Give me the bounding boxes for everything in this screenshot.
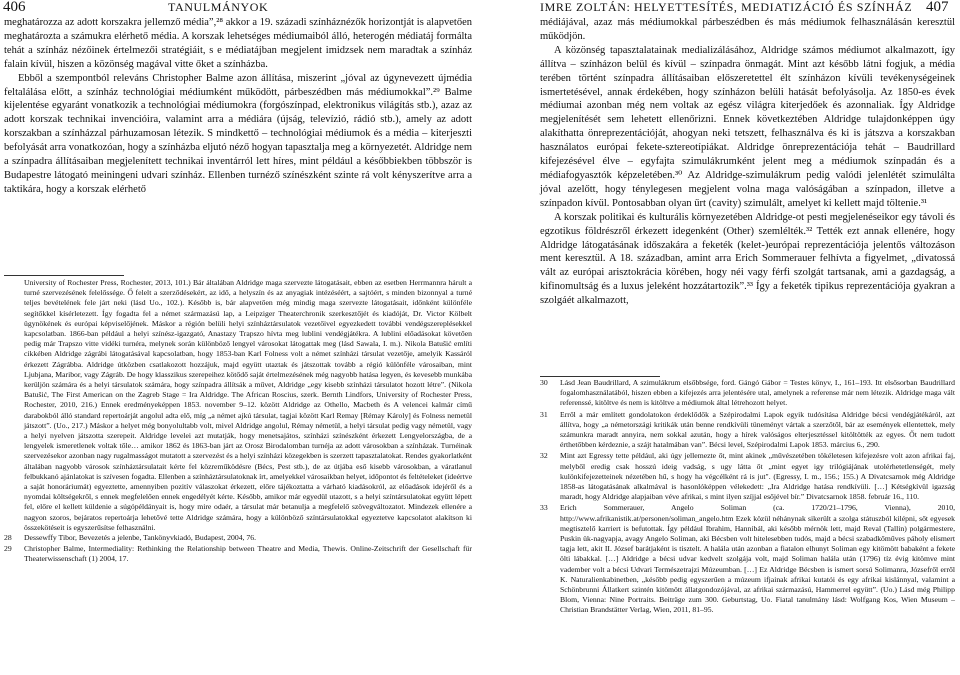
footnote-rule-left bbox=[4, 275, 124, 276]
page-number-left: 406 bbox=[3, 0, 26, 15]
footnote-30 bbox=[540, 378, 955, 409]
footnote-28 bbox=[4, 533, 472, 543]
footnote-text: Dessewffy Tibor, Bevezetés a jelenbe, Tankönyvkiadó, Budapest, 2004, 76. bbox=[24, 533, 257, 543]
left-paragraph-1: meghatározza az adott korszakra jellemző média”,²⁸ akkor a 19. századi színháznézők horizontját is alapvetően meghatározta a számukra elérhető média. A korszak lehetséges médiumaiból álló, heterogén médiatáj formálta tehát a színház nézőinek értelmezői stratégiáit, s e médiatájban megjelent imidzsek nem maradtak a színház falain kívül, hiszen a közönség magával vitte őket a színházba. bbox=[4, 17, 472, 70]
right-body-text bbox=[540, 16, 955, 308]
footnote-number: 28 bbox=[4, 533, 12, 543]
footnote-text: Lásd Jean Baudrillard, A szimulákrum elsőbbsége, ford. Gángó Gábor = Testes könyv, I., 161–193. Itt elsősorban Baudrillard fogalomhasználatából, hiszen ebben a kifejezés arra jelentésére utal, amelynek a referense már nem létezik. Aldridge maga vált referenssé, kitöltve és nem is kitöltve a médiumok által létrehozott helyet. bbox=[560, 378, 955, 408]
page-number-right: 407 bbox=[926, 0, 949, 15]
left-paragraph-2: Ebből a szempontból releváns Christopher Balme azon állítása, miszerint „jóval az úgynevezett újmédia feltalálása előtt, a színház technológiai médiumként működött, párbeszédben más médiumokkal”.²⁹ Balme kijelentése egyaránt vonatkozik a technológiai médiumokra (forgószínpad, elektronikus világítás stb.), azaz az adott korszak technikai invencióira, valamint arra a médiára (újság, televízió, rádió stb.), amely az adott korszakban a színházzal párhuzamosan létezik. S mindkettő – technológiai médiumok és a média – kiterjeszti befolyását arra vonatkozóan, hogy a színházba eljutó néző hogyan tapasztalja meg a környezetét. Aldridge nem a színpadra állításaiban megjelenített technikai inventárról lett híres, mint például a későbbiekben többször is Budapestre látogató meiningeni udvari színház. Ellenben turnéző színészként szinte rá volt kényszerítve arra a taktikára, hogy a korszak elérhető bbox=[4, 72, 472, 195]
running-head-right: IMRE ZOLTÁN: HELYETTESÍTÉS, MEDIATIZÁCIÓ ÉS SZÍNHÁZ bbox=[540, 0, 913, 14]
footnote-text: Christopher Balme, Intermediality: Rethinking the Relationship between Theatre and Media, Thewis. Online-Zeitschrift der Gesellschaft für Theaterwissenschaft (1) 2004, 17. bbox=[24, 544, 472, 564]
right-page bbox=[480, 0, 960, 675]
left-body-text bbox=[4, 16, 472, 197]
footnote-32 bbox=[540, 451, 955, 502]
footnote-31 bbox=[540, 409, 955, 451]
right-paragraph-2: A közönség tapasztalatainak medializálásához, Aldridge számos médiumot alkalmazott, így állítva – színházon belül és kívül – színpadra önmagát. Mint azt később látni fogjuk, a média terében történt színpadra állításaiban előszeretettel élt színházon kívüli tevékenységeinek ismertetésével, annak érdekében, hogy színházon belüli hatását befolyásolja. Az 1850-es évek médiumai azonban még nem voltak az egész világra kiterjedőek és azonnaliak. Így Aldridge megjelenítését sem lehetett ellenőrizni. Ennek következtében Aldridge tulajdonképpen úgy alakíthatta önreprezentációját, ahogyan neki tetszett, felhasználva és ki is játszva a korszakban használatos európai fekete-sztereotípiákat. Aldridge önreprezentációja tehát – Baudrillard kifejezésével élve – egyfajta szimulákrumként jelent meg a médiumok színpadán és a médiafogyasztók képzeletében.³⁰ Az Aldridge-szimulákrum pedig valódi jelenlétét szimulálta jóval azelőtt, hogy ténylegesen megjelent volna maga valóságában a színpadon, illetve a színpadon kívül. Pontosabban olyan űrt (cavity) szimulált, amelyet ki kellett majd töltenie.³¹ bbox=[540, 44, 955, 209]
footnote-29 bbox=[4, 544, 472, 564]
footnote-rule-right bbox=[540, 376, 660, 377]
footnote-text: Erről a már említett gondolatokon érdeklődők a Szépirodalmi Lapok egyik tudósítása Aldridge bécsi vendégjátékáról, azt állítva, hogy „a németországi kritikák után benne rendkívüli tüneményt vártak a szerzőtől, bár az események ellentettek, mely számunkra maradt annyira, nem sokkal azután, hogy a hírek valóságos elterjesztéssel kitöltötték az egyes. Őt nem tudott érthetőbben kérdeznie, a szájt hatalmában van”. Bécsi level, Szépirodalmi Lapok 1853. március 6., 290. bbox=[560, 409, 955, 450]
right-paragraph-1: médiájával, azaz más médiumokkal párbeszédben és más médiumok felhasználásán keresztül működjön. bbox=[540, 17, 955, 42]
footnote-number: 33 bbox=[540, 503, 548, 513]
left-footnotes bbox=[4, 278, 472, 674]
footnote-number: 31 bbox=[540, 409, 548, 419]
right-paragraph-3: A korszak politikai és kulturális környezetében Aldridge-ot pesti megjelenéseikor egy távoli és egzotikus földrészről érkezett idegenként (Other) szemlélték.³² Tették ezt annak ellenére, hogy Aldridge látogatásának időszakára a feketék (kelet-)európai reprezentációja jelentős változáson ment keresztül. A 18. században, amint arra Erich Sommerauer felhívta a figyelmet, „divatossá vált az európai arisztokrácia körében, hogy néi vagy férfi szolgát tartsanak, ami a gazdagság, a kifinomultság és a luxus jeleként hozzátartozik”.³³ Így a feketék tipikus reprezentációja gyakran a szolgáét alkalmazott, bbox=[540, 211, 955, 307]
footnote-number: 32 bbox=[540, 451, 548, 461]
right-footnotes bbox=[540, 378, 955, 674]
footnote-number: 29 bbox=[4, 544, 12, 554]
footnote-33 bbox=[540, 503, 955, 615]
running-head-left: TANULMÁNYOK bbox=[168, 0, 269, 14]
footnote-text: Mint azt Egressy tette például, aki úgy jellemezte őt, mint akinek „művészetében tökéletesen kifejezésre volt azon afrikai faj, melyből eredig csak hosszú ideig vadság, s ugy látta őt „mint egyet igy trilógiájának utolérhetetlenségét, mely kulönkifejezetteinek nézetében hű, s hogy ha végcélként rá is jut". (Egressy, I. m., 156.; 155.) A Divatcsarnok még Aldridge 1858-as látogatásának alkalmával is hasonlóképpen vélekedett: „Ira Aldridge hatása rendkívüli. […] Kétségkívül igazság maradt, hogy Aldridge alapjaiban véve afrikai, s mint ilyen szíjjal esőjével bír.” Divatcsarnok 1858. február 16., 110. bbox=[560, 451, 955, 502]
footnote-number: 30 bbox=[540, 378, 548, 387]
footnote-text: Erich Sommerauer, Angelo Soliman (ca. 1720/21–1796, Vienna), 2010, http://www.afrikanistik.at/personen/soliman_angelo.htm Ezek közül néhánynak sikerült a szolga státuszból kilépni, sőt egyesek megtisztelő karriert is befutottak. Így például Ibrahim, Hannibál, aki később mérnök lett, majd Reval (Tallin) polgármestere, Puskin ük-nagyapja, avagy Angelo Soliman, aki Bécsben volt hitelesebben tudós, majd a bécsi szabadkőműves páholy elismert tagja lett, akit II. József barátjaként is tisztelt. A halála után azonban a fiatalon elhunyt Soliman egy kitömött babaként a fekete ölti lábakkal. […] Aldridge a bécsi udvar kedvelt szolgája volt, majd Soliman halála után (1796) tíz évig kitömve mint vadember volt a bécsi Udvari Természetrajzi Múzeumban. […] Ez Aldridge Bécsben is ismert sorsú Solimanra, Józsefről erről K. Naturalienkabinetben, „később pedig egyszerűen a múzeum ifjainak afrikai kutatói és egy afrikai kislánnyal, valamint a Schönbrunni Állatkert szintén kitömött állatgondozójával, az afrikai származású, Hammerrel együtt”. (Uo.) Lásd még Philipp Blom, Vienna: Nine Portraits. Beiträge zum 300. Geburtstag, Uo. Fiatal tanulmány lásd: Wolfgang Kos, Wien Museum – Christian Brandstätter Verlag, Wien, 2011, 81–95. bbox=[560, 503, 955, 615]
footnote-continuation: University of Rochester Press, Rochester, 2013, 101.) Bár általában Aldridge maga szervezte látogatásait, ebben az esetben Herrmannra hárult a turné szervezésének felelőssége. Ő felelt a szerződésekért, az idő, a helyszín és az anyagiak intézéséért, a sajtóért, s minden bizonnyal a turné teljes bevételének fele járt neki (lásd Uo., 102.). Később is, bár alapvetően még mindig maga szervezte látogatásait, időnként különféle segítőkkel kísérletezett. Így fogadta fel a német származású lap, a Leipziger Theaterchronik szerkesztőjét és kiadóját, Dr. Victor Kölbelt ügynökének és európai képviselőjének. Máskor a régión belüli helyi színháztársulatok vezetőivel egyezkedett további vendégszereplésekkel kapcsolatban. 1866-ban például a helyi színész-igazgató, Anastazy Trapszo hívta meg lublini vendégjátékra. A lublini előadásokat követően pedig már Trapszo vitte vidéki turnéra, melynek során különböző lengyel városokat látogattak meg (lásd Sawala, I. m.). Nikola Batušić említi cikkében Aldridge zágrábi látogatásával kapcsolatban, hogy 1853-ban Karl Folness volt a német színházi társulat vezetője, amelyik Kassáról érkezett Zágrábba. Aldridge útközben csatlakozott hozzájuk, majd együtt utaztak és játszottak tovább a régió különféle városaiban, mint Ljubjana, Maribor, vagy Zágráb. De hogy klasszikus szerepeihez kötődő saját értelmezésének még nagyobb hatása legyen, és kevesebb munkába kerüljön számára és a helyi társulatok számára, hogy színpadra állítsák a művet, Aldridge „egy kisebb színházi társulatot hozott létre”. (Nikola Batušić, The First American on the Zagreb Stage = Ira Aldridge. The African Roscius, szerk. Bernth Lindfors, University of Rochester Press, Rochester, 2010, 216.) Ennek eredményeképpen 1853. november 9–12. között Aldridge az Othello, Macbeth és A velencei kalmár című darabokból álló standard repertoárját angolul adta elő, míg „a német ajkú társulat, tagjai között Karl Remay [Rémay Károly] és Folness nemetül játszott”. (Uo., 217.) Máskor a helyet még bonyolultabb volt, mivel Aldridge angolul, Rémay németül, a helyi társulat pedig vagy németül, vagy a helyi nyelven játszotta szerepeit. Aldridge levelei azt mutatják, hogy menetsajátos, színházi színészként érkezett Lengyelországba, de a lengyelek ismeretlenek voltak tőle… amikor 1862 és 1863-ban járt az Orosz Birodalomban turnéja az adott városokban a színházak. Turnéinak szervezésekor azonban nagy rugalmasságot mutatott a szervezést és a helyi színházi közegekben is szerzett tapasztalatokat. Rendes gyakorlatként általában nagyobb városok színháztársulatait kérte fel közreműködésre (Bécs, Pest stb.), de az útjába eső kisebb városokban, a váratlanul felbukkanó ajánlatokat is szívesen fogadta. Ellenben a színháztársulatoknak írt, amelyekkel városaikban helyet, időpontot és feltételeket (ideértve a saját honoráriumát) egyeztette, amennyiben pozitív válaszokat érkezett, előre tájékoztatta a várható kiadásokról, az előadások idejéről és a nyomdai költségekről, s ennek megfelelően ennek engedélyét kérte. Később, amikor már egyedül utazott, s a helyi színtársulatokat együtt lépett fel, előre el kellett küldenie a súgópéldányait is, hogy mire odaér, a társulat már betanulja a megfelelő szövegváltozatot. Mindezek ellenére a nagyon szoros, bejáratos repertoárja lehetővé tette Aldridge számára, hogy a különböző színtársulatokkal egyeztetve kapcsolatot alakítson ki összekötéseit is egyszerűsítse felhasználni. bbox=[24, 278, 472, 532]
